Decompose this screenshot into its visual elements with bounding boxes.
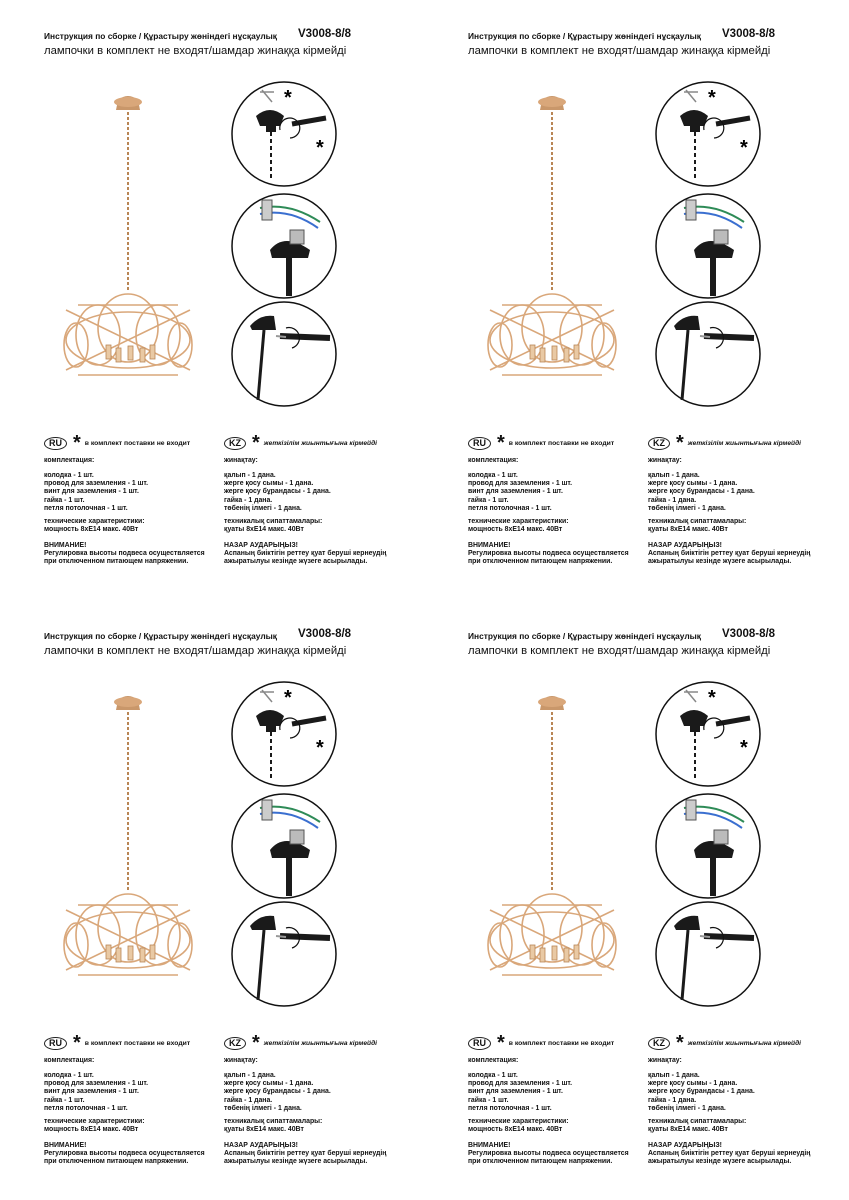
ru-note: в комплект поставки не входит bbox=[84, 439, 191, 447]
model-number: V3008-8/8 bbox=[722, 628, 776, 640]
instruction-sheet bbox=[0, 600, 424, 1200]
warning-line: Регулировка высоты подвеса осуществляется bbox=[468, 1150, 629, 1158]
list-item: гайка - 1 дана. bbox=[648, 496, 697, 504]
asterisk-icon: * bbox=[497, 1032, 505, 1054]
step-3-diagram bbox=[654, 900, 762, 1008]
specs-value: мощность 8хЕ14 макс. 40Вт bbox=[44, 526, 139, 534]
specs-header: технические характеристики: bbox=[44, 1118, 145, 1125]
asterisk-icon: * bbox=[316, 737, 324, 759]
kz-kit-header: жинақтау: bbox=[648, 457, 682, 464]
list-item: колодка - 1 шт. bbox=[468, 472, 518, 479]
list-item: жерге қосу бұрандасы - 1 дана. bbox=[224, 1088, 331, 1096]
warning-line: Аспаның биіктігін реттеу қуат беруші кернеудің bbox=[648, 1150, 811, 1158]
specs-value: мощность 8хЕ14 макс. 40Вт bbox=[468, 1126, 563, 1134]
list-item: төбенің ілмегі - 1 дана. bbox=[224, 1104, 302, 1112]
list-item: гайка - 1 шт. bbox=[44, 496, 85, 504]
specs-header: техникалық сипаттамалары: bbox=[648, 518, 747, 525]
asterisk-icon: * bbox=[252, 432, 260, 454]
sheet-title: Инструкция по сборке / Құрастыру жөніндегі нұсқаулық bbox=[44, 31, 277, 41]
list-item: гайка - 1 дана. bbox=[224, 496, 273, 504]
asterisk-icon: * bbox=[73, 432, 81, 454]
specs-value: мощность 8хЕ14 макс. 40Вт bbox=[468, 526, 563, 534]
ru-specs bbox=[468, 1118, 646, 1134]
kz-warning bbox=[224, 1142, 414, 1167]
chandelier-illustration bbox=[482, 90, 622, 390]
list-item: винт для заземления - 1 шт. bbox=[468, 1088, 563, 1096]
kz-kit-header: жинақтау: bbox=[224, 1057, 258, 1064]
specs-header: техникалық сипаттамалары: bbox=[224, 518, 323, 525]
list-item: төбенің ілмегі - 1 дана. bbox=[648, 504, 726, 512]
ru-header bbox=[44, 434, 190, 452]
list-item: гайка - 1 шт. bbox=[468, 496, 509, 504]
ru-kit-list bbox=[44, 472, 222, 513]
list-item: жерге қосу сымы - 1 дана. bbox=[224, 1080, 314, 1088]
list-item: жерге қосу бұрандасы - 1 дана. bbox=[224, 488, 331, 496]
list-item: жерге қосу бұрандасы - 1 дана. bbox=[648, 488, 755, 496]
kz-note: жеткізілім жиынтығына кірмейді bbox=[263, 439, 377, 447]
kz-specs bbox=[648, 1118, 838, 1134]
asterisk-icon: * bbox=[284, 87, 292, 109]
asterisk-icon: * bbox=[740, 137, 748, 159]
specs-header: технические характеристики: bbox=[468, 518, 569, 525]
kz-note: жеткізілім жиынтығына кірмейді bbox=[687, 1039, 801, 1047]
step-1-diagram bbox=[230, 680, 338, 788]
ru-kit-list bbox=[44, 1072, 222, 1113]
asterisk-icon: * bbox=[284, 687, 292, 709]
kz-warning bbox=[224, 542, 414, 567]
kz-kit-list bbox=[224, 472, 414, 513]
specs-value: қуаты 8хЕ14 макс. 40Вт bbox=[648, 1126, 728, 1134]
warning-line: ажыратылуы кезінде жүзеге асырылады. bbox=[648, 558, 792, 566]
list-item: винт для заземления - 1 шт. bbox=[44, 1088, 139, 1096]
ru-header bbox=[468, 1034, 614, 1052]
kz-warning bbox=[648, 1142, 838, 1167]
ru-header bbox=[44, 1034, 190, 1052]
chandelier-illustration bbox=[58, 90, 198, 390]
specs-value: қуаты 8хЕ14 макс. 40Вт bbox=[224, 526, 304, 534]
sheet-subtitle: лампочки в комплект не входят/шамдар жинаққа кірмейді bbox=[44, 45, 347, 57]
warning-line: Регулировка высоты подвеса осуществляется bbox=[44, 1150, 205, 1158]
ru-note: в комплект поставки не входит bbox=[508, 1039, 615, 1047]
warning-line: при отключенном питающем напряжении. bbox=[44, 1158, 189, 1166]
sheet-title: Инструкция по сборке / Құрастыру жөніндегі нұсқаулық bbox=[44, 631, 277, 641]
step-2-diagram bbox=[230, 792, 338, 900]
list-item: колодка - 1 шт. bbox=[44, 1072, 94, 1079]
model-number: V3008-8/8 bbox=[298, 28, 352, 40]
instruction-sheet bbox=[424, 0, 848, 600]
list-item: гайка - 1 дана. bbox=[224, 1096, 273, 1104]
ru-note: в комплект поставки не входит bbox=[508, 439, 615, 447]
list-item: колодка - 1 шт. bbox=[44, 472, 94, 479]
list-item: жерге қосу бұрандасы - 1 дана. bbox=[648, 1088, 755, 1096]
ru-warning bbox=[468, 542, 646, 567]
list-item: петля потолочная - 1 шт. bbox=[468, 504, 552, 512]
kz-badge: KZ bbox=[224, 1037, 246, 1050]
warning-line: Регулировка высоты подвеса осуществляется bbox=[44, 550, 205, 558]
specs-value: қуаты 8хЕ14 макс. 40Вт bbox=[648, 526, 728, 534]
kz-kit-list bbox=[648, 472, 838, 513]
list-item: қалып - 1 дана. bbox=[648, 1072, 700, 1079]
ru-kit-header: комплектация: bbox=[44, 1057, 95, 1064]
asterisk-icon: * bbox=[708, 87, 716, 109]
kz-specs bbox=[224, 518, 414, 534]
warning-header: ВНИМАНИЕ! bbox=[468, 542, 511, 549]
warning-header: НАЗАР АУДАРЫҢЫЗ! bbox=[224, 542, 298, 549]
warning-line: Регулировка высоты подвеса осуществляется bbox=[468, 550, 629, 558]
ru-kit-header: комплектация: bbox=[468, 1057, 519, 1064]
kz-warning bbox=[648, 542, 838, 567]
kz-badge: KZ bbox=[648, 1037, 670, 1050]
list-item: винт для заземления - 1 шт. bbox=[468, 488, 563, 496]
specs-value: мощность 8хЕ14 макс. 40Вт bbox=[44, 1126, 139, 1134]
list-item: петля потолочная - 1 шт. bbox=[44, 1104, 128, 1112]
asterisk-icon: * bbox=[708, 687, 716, 709]
model-number: V3008-8/8 bbox=[298, 628, 352, 640]
chandelier-image bbox=[58, 90, 198, 390]
list-item: петля потолочная - 1 шт. bbox=[468, 1104, 552, 1112]
list-item: провод для заземления - 1 шт. bbox=[468, 480, 573, 488]
chandelier-image bbox=[482, 90, 622, 390]
chandelier-illustration bbox=[58, 690, 198, 990]
ru-warning bbox=[44, 542, 222, 567]
step-3-diagram bbox=[654, 300, 762, 408]
asterisk-icon: * bbox=[676, 1032, 684, 1054]
step-2-diagram bbox=[654, 192, 762, 300]
ru-kit-header: комплектация: bbox=[468, 457, 519, 464]
warning-header: ВНИМАНИЕ! bbox=[44, 1142, 87, 1149]
ru-note: в комплект поставки не входит bbox=[84, 1039, 191, 1047]
model-number: V3008-8/8 bbox=[722, 28, 776, 40]
warning-line: при отключенном питающем напряжении. bbox=[44, 558, 189, 566]
asterisk-icon: * bbox=[252, 1032, 260, 1054]
step-1-diagram bbox=[654, 680, 762, 788]
step-2-diagram bbox=[230, 192, 338, 300]
list-item: төбенің ілмегі - 1 дана. bbox=[648, 1104, 726, 1112]
ru-specs bbox=[44, 1118, 222, 1134]
kz-kit-header: жинақтау: bbox=[224, 457, 258, 464]
warning-header: ВНИМАНИЕ! bbox=[468, 1142, 511, 1149]
list-item: жерге қосу сымы - 1 дана. bbox=[224, 480, 314, 488]
list-item: провод для заземления - 1 шт. bbox=[468, 1080, 573, 1088]
sheet-subtitle: лампочки в комплект не входят/шамдар жинаққа кірмейді bbox=[468, 645, 771, 657]
list-item: қалып - 1 дана. bbox=[648, 472, 700, 479]
ru-header bbox=[468, 434, 614, 452]
step-3-diagram bbox=[230, 300, 338, 408]
list-item: қалып - 1 дана. bbox=[224, 472, 276, 479]
warning-header: НАЗАР АУДАРЫҢЫЗ! bbox=[224, 1142, 298, 1149]
ru-badge: RU bbox=[44, 1037, 67, 1050]
sheet-subtitle: лампочки в комплект не входят/шамдар жинаққа кірмейді bbox=[44, 645, 347, 657]
ru-warning bbox=[468, 1142, 646, 1167]
chandelier-image bbox=[58, 690, 198, 990]
kz-header bbox=[648, 1034, 801, 1052]
list-item: жерге қосу сымы - 1 дана. bbox=[648, 480, 738, 488]
specs-header: техникалық сипаттамалары: bbox=[224, 1118, 323, 1125]
chandelier-illustration bbox=[482, 690, 622, 990]
asterisk-icon: * bbox=[676, 432, 684, 454]
kz-header bbox=[648, 434, 801, 452]
ru-specs bbox=[44, 518, 222, 534]
list-item: винт для заземления - 1 шт. bbox=[44, 488, 139, 496]
kz-specs bbox=[648, 518, 838, 534]
list-item: колодка - 1 шт. bbox=[468, 1072, 518, 1079]
kz-header bbox=[224, 434, 377, 452]
instruction-sheet bbox=[424, 600, 848, 1200]
warning-header: НАЗАР АУДАРЫҢЫЗ! bbox=[648, 542, 722, 549]
ru-badge: RU bbox=[44, 437, 67, 450]
warning-line: Аспаның биіктігін реттеу қуат беруші кернеудің bbox=[224, 550, 387, 558]
asterisk-icon: * bbox=[73, 1032, 81, 1054]
warning-line: ажыратылуы кезінде жүзеге асырылады. bbox=[224, 558, 368, 566]
warning-line: Аспаның биіктігін реттеу қуат беруші кернеудің bbox=[224, 1150, 387, 1158]
list-item: төбенің ілмегі - 1 дана. bbox=[224, 504, 302, 512]
kz-badge: KZ bbox=[224, 437, 246, 450]
sheet-title: Инструкция по сборке / Құрастыру жөніндегі нұсқаулық bbox=[468, 631, 701, 641]
list-item: гайка - 1 дана. bbox=[648, 1096, 697, 1104]
step-2-diagram bbox=[654, 792, 762, 900]
warning-line: Аспаның биіктігін реттеу қуат беруші кернеудің bbox=[648, 550, 811, 558]
kz-header bbox=[224, 1034, 377, 1052]
kz-kit-list bbox=[224, 1072, 414, 1113]
list-item: гайка - 1 шт. bbox=[44, 1096, 85, 1104]
asterisk-icon: * bbox=[740, 737, 748, 759]
specs-header: технические характеристики: bbox=[44, 518, 145, 525]
specs-value: қуаты 8хЕ14 макс. 40Вт bbox=[224, 1126, 304, 1134]
warning-header: НАЗАР АУДАРЫҢЫЗ! bbox=[648, 1142, 722, 1149]
step-3-diagram bbox=[230, 900, 338, 1008]
specs-header: техникалық сипаттамалары: bbox=[648, 1118, 747, 1125]
chandelier-image bbox=[482, 690, 622, 990]
warning-header: ВНИМАНИЕ! bbox=[44, 542, 87, 549]
warning-line: при отключенном питающем напряжении. bbox=[468, 1158, 613, 1166]
ru-kit-header: комплектация: bbox=[44, 457, 95, 464]
kz-kit-list bbox=[648, 1072, 838, 1113]
step-1-diagram bbox=[230, 80, 338, 188]
ru-badge: RU bbox=[468, 437, 491, 450]
list-item: гайка - 1 шт. bbox=[468, 1096, 509, 1104]
ru-badge: RU bbox=[468, 1037, 491, 1050]
list-item: жерге қосу сымы - 1 дана. bbox=[648, 1080, 738, 1088]
asterisk-icon: * bbox=[497, 432, 505, 454]
list-item: провод для заземления - 1 шт. bbox=[44, 1080, 149, 1088]
warning-line: при отключенном питающем напряжении. bbox=[468, 558, 613, 566]
asterisk-icon: * bbox=[316, 137, 324, 159]
instruction-sheet bbox=[0, 0, 424, 600]
ru-warning bbox=[44, 1142, 222, 1167]
step-1-diagram bbox=[654, 80, 762, 188]
warning-line: ажыратылуы кезінде жүзеге асырылады. bbox=[648, 1158, 792, 1166]
ru-kit-list bbox=[468, 472, 646, 513]
sheet-subtitle: лампочки в комплект не входят/шамдар жинаққа кірмейді bbox=[468, 45, 771, 57]
ru-kit-list bbox=[468, 1072, 646, 1113]
kz-note: жеткізілім жиынтығына кірмейді bbox=[687, 439, 801, 447]
kz-badge: KZ bbox=[648, 437, 670, 450]
list-item: қалып - 1 дана. bbox=[224, 1072, 276, 1079]
warning-line: ажыратылуы кезінде жүзеге асырылады. bbox=[224, 1158, 368, 1166]
kz-kit-header: жинақтау: bbox=[648, 1057, 682, 1064]
list-item: провод для заземления - 1 шт. bbox=[44, 480, 149, 488]
ru-specs bbox=[468, 518, 646, 534]
kz-specs bbox=[224, 1118, 414, 1134]
specs-header: технические характеристики: bbox=[468, 1118, 569, 1125]
sheet-title: Инструкция по сборке / Құрастыру жөніндегі нұсқаулық bbox=[468, 31, 701, 41]
kz-note: жеткізілім жиынтығына кірмейді bbox=[263, 1039, 377, 1047]
list-item: петля потолочная - 1 шт. bbox=[44, 504, 128, 512]
